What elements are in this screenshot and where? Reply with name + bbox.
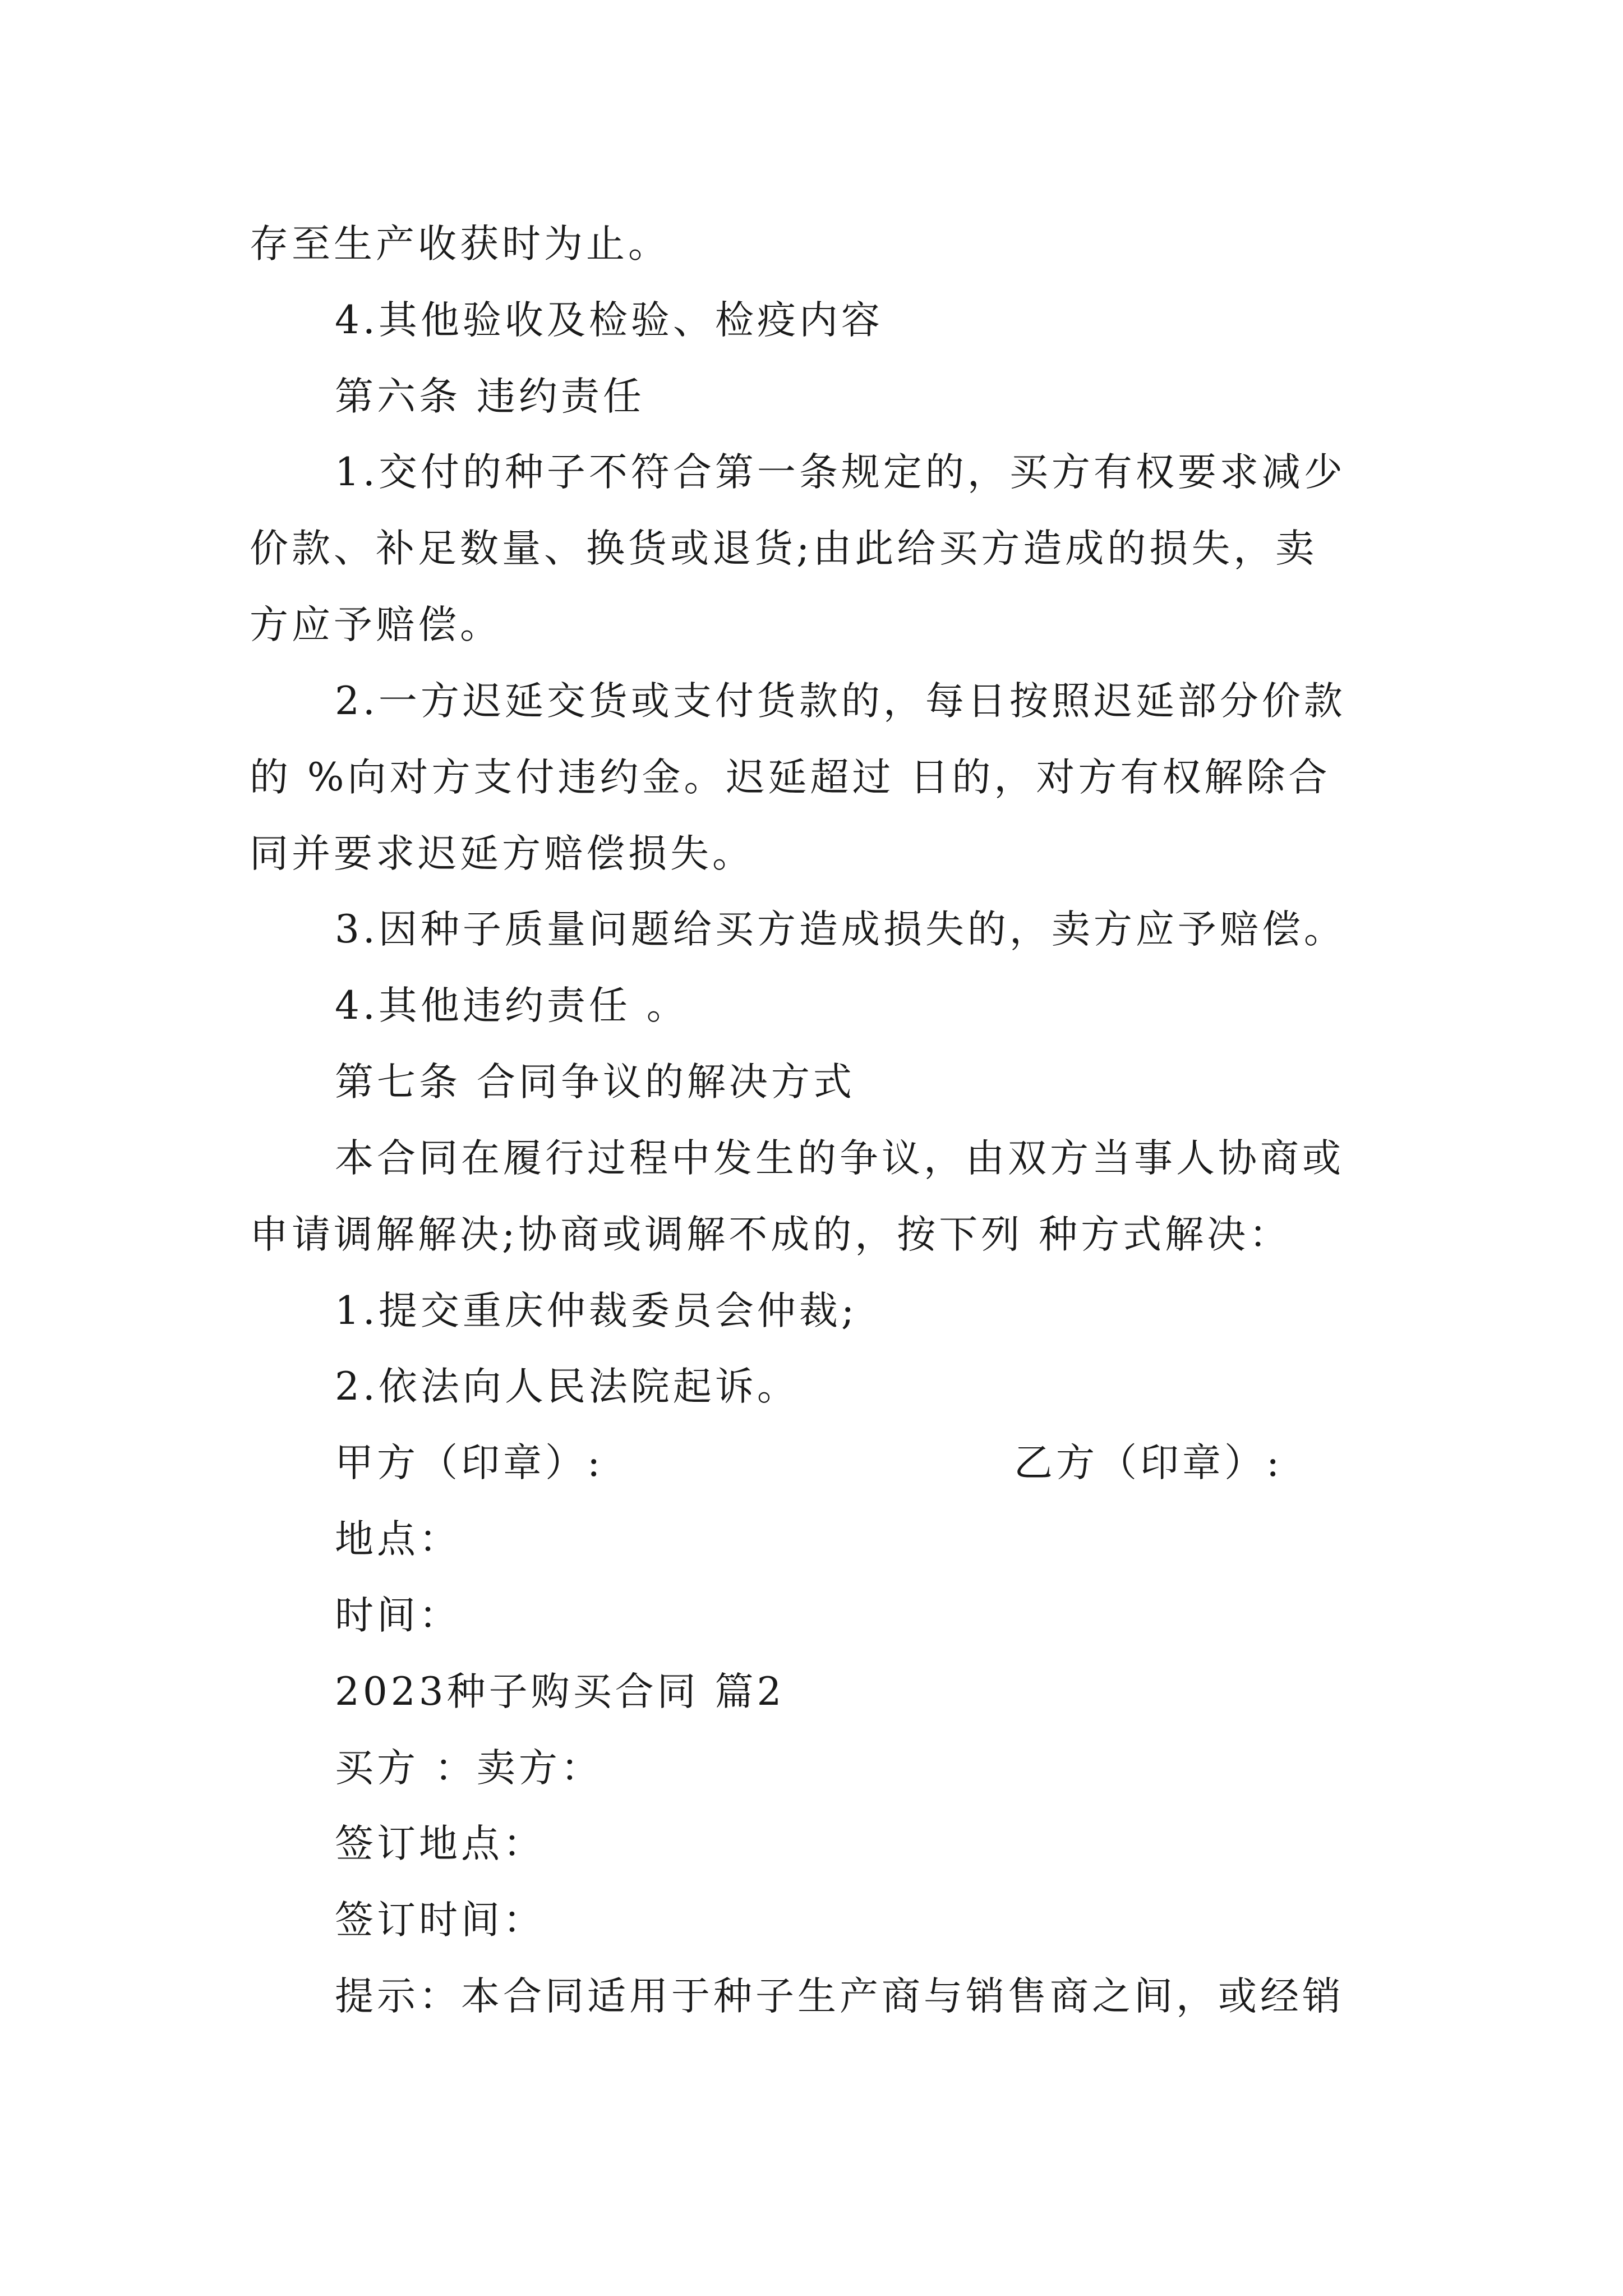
section-title: 2023种子购买合同 篇2 [335,1669,785,1714]
section-heading: 第七条 合同争议的解决方式 [335,1060,855,1105]
text-line: 4.其他违约责任 。 [335,983,689,1028]
section-heading: 第六条 违约责任 [335,374,645,419]
party-a-seal: 甲方（印章）: [335,1441,604,1485]
text-line: 申请调解解决;协商或调解不成的，按下列 种方式解决： [250,1212,1292,1257]
text-line: 2.一方迟延交货或支付货款的，每日按照迟延部分价款 [335,679,1346,724]
party-b-seal: 乙方（印章）: [1014,1441,1283,1485]
text-line: 时间： [335,1593,461,1638]
text-line: 价款、补足数量、换货或退货;由此给买方造成的损失，卖 [250,526,1318,571]
text-line: 2.依法向人民法院起诉。 [335,1364,799,1409]
text-line: 1.提交重庆仲裁委员会仲裁; [335,1289,858,1333]
text-line: 1.交付的种子不符合第一条规定的，买方有权要求减少 [335,450,1346,495]
text-line: 的 %向对方支付违约金。迟延超过 日的，对方有权解除合 [250,755,1331,800]
text-line: 签订时间： [335,1898,545,1943]
text-line: 存至生产收获时为止。 [250,222,670,266]
text-line: 买方 ：卖方： [335,1746,603,1791]
text-line: 地点： [335,1517,461,1562]
text-line: 4.其他验收及检验、检疫内容 [335,298,883,343]
text-line: 方应予赔偿。 [250,602,502,647]
text-line: 同并要求迟延方赔偿损失。 [250,831,754,876]
text-line: 3.因种子质量问题给买方造成损失的，卖方应予赔偿。 [335,907,1346,952]
text-line: 本合同在履行过程中发生的争议，由双方当事人协商或 [335,1136,1344,1181]
text-line: 提示：本合同适用于种子生产商与销售商之间，或经销 [335,1974,1344,2019]
text-line: 签订地点： [335,1821,545,1866]
